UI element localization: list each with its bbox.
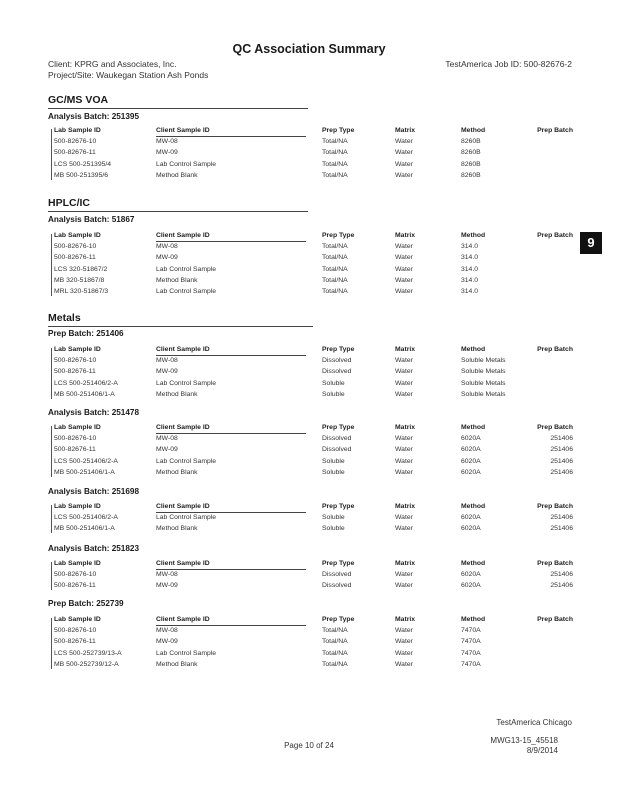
cell-matrix: Water <box>395 627 413 635</box>
column-header-client: Client Sample ID <box>156 346 210 353</box>
column-header-prep-batch: Prep Batch <box>537 616 573 623</box>
cell-client: Method Blank <box>156 276 198 284</box>
cell-lab: 500-82676-10 <box>54 571 97 579</box>
cell-prep: Total/NA <box>322 243 348 251</box>
column-header-client: Client Sample ID <box>156 232 210 239</box>
cell-method: Soluble Metals <box>461 379 506 387</box>
table-left-rule <box>51 562 52 590</box>
cell-method: Soluble Metals <box>461 390 506 398</box>
cell-client: MW-08 <box>156 243 178 251</box>
cell-client: MW-09 <box>156 638 178 646</box>
footer-document-id: MWG13-15_45518 <box>490 736 558 745</box>
cell-matrix: Water <box>395 390 413 398</box>
section-heading: HPLC/IC <box>48 197 90 209</box>
page-title: QC Association Summary <box>232 42 386 56</box>
table-header-row <box>0 232 618 242</box>
cell-client: MW-09 <box>156 254 178 262</box>
cell-method: Soluble Metals <box>461 357 506 365</box>
cell-client: MW-08 <box>156 571 178 579</box>
cell-matrix: Water <box>395 649 413 657</box>
cell-lab: MB 500-252739/12-A <box>54 660 119 668</box>
cell-method: 6020A <box>461 435 481 443</box>
table-row <box>0 266 618 276</box>
cell-prep-batch: 251406 <box>550 468 573 476</box>
cell-lab: LCS 500-251395/4 <box>54 160 112 168</box>
table-row <box>0 469 618 479</box>
table-header-row <box>0 503 618 513</box>
cell-prep: Total/NA <box>322 171 348 179</box>
cell-client: Lab Control Sample <box>156 288 217 295</box>
cell-prep: Total/NA <box>322 254 348 262</box>
cell-lab: LCS 500-252739/13-A <box>54 649 122 657</box>
batch-title: Prep Batch: 251406 <box>48 329 124 338</box>
cell-lab: LCS 500-251406/2-A <box>54 379 118 387</box>
cell-client: Lab Control Sample <box>156 160 217 168</box>
cell-method: 314.0 <box>461 288 479 295</box>
cell-lab: MB 500-251406/1-A <box>54 468 115 476</box>
cell-method: 6020A <box>461 514 481 522</box>
column-header-method: Method <box>461 503 486 510</box>
cell-client: MW-09 <box>156 368 178 376</box>
cell-client: MW-09 <box>156 149 178 157</box>
cell-method: 6020A <box>461 582 481 590</box>
cell-client: Lab Control Sample <box>156 649 217 657</box>
column-header-method: Method <box>461 560 486 567</box>
cell-client: MW-08 <box>156 627 178 635</box>
column-header-prep-batch: Prep Batch <box>537 424 573 431</box>
cell-lab: MRL 320-51867/3 <box>54 288 109 295</box>
column-header-lab: Lab Sample ID <box>54 232 101 239</box>
header-underline <box>156 136 306 137</box>
cell-client: Lab Control Sample <box>156 379 217 387</box>
cell-matrix: Water <box>395 435 413 443</box>
cell-matrix: Water <box>395 514 413 522</box>
cell-method: 314.0 <box>461 265 479 273</box>
table-row <box>0 391 618 401</box>
table-row <box>0 661 618 671</box>
table-left-rule <box>51 505 52 533</box>
section-tab-marker: 9 <box>580 232 602 254</box>
column-header-lab: Lab Sample ID <box>54 503 101 510</box>
cell-client: MW-09 <box>156 582 178 590</box>
cell-matrix: Water <box>395 288 413 295</box>
cell-prep: Soluble <box>322 468 345 476</box>
table-row <box>0 380 618 390</box>
cell-matrix: Water <box>395 160 413 168</box>
cell-prep: Total/NA <box>322 160 348 168</box>
cell-prep: Total/NA <box>322 627 348 635</box>
cell-method: 6020A <box>461 446 481 454</box>
cell-method: 7470A <box>461 627 481 635</box>
column-header-method: Method <box>461 424 486 431</box>
column-header-prep: Prep Type <box>322 232 355 239</box>
footer-company: TestAmerica Chicago <box>496 718 572 727</box>
cell-matrix: Water <box>395 276 413 284</box>
column-header-method: Method <box>461 346 486 353</box>
cell-prep: Dissolved <box>322 446 352 454</box>
cell-matrix: Water <box>395 254 413 262</box>
cell-lab: LCS 500-251406/2-A <box>54 514 118 522</box>
cell-method: 6020A <box>461 468 481 476</box>
cell-lab: 500-82676-11 <box>54 446 96 454</box>
column-header-matrix: Matrix <box>395 616 416 623</box>
cell-method: 314.0 <box>461 276 479 284</box>
table-row <box>0 161 618 171</box>
column-header-lab: Lab Sample ID <box>54 127 101 134</box>
cell-matrix: Water <box>395 357 413 365</box>
table-left-rule <box>51 348 52 399</box>
cell-matrix: Water <box>395 149 413 157</box>
column-header-prep-batch: Prep Batch <box>537 503 573 510</box>
cell-method: 6020A <box>461 571 481 579</box>
header-underline <box>156 625 306 626</box>
cell-prep-batch: 251406 <box>550 525 573 533</box>
cell-client: Method Blank <box>156 660 198 668</box>
column-header-client: Client Sample ID <box>156 127 210 134</box>
table-row <box>0 357 618 367</box>
cell-lab: 500-82676-10 <box>54 435 97 443</box>
cell-client: Lab Control Sample <box>156 265 217 273</box>
column-header-method: Method <box>461 616 486 623</box>
column-header-prep-batch: Prep Batch <box>537 560 573 567</box>
cell-lab: 500-82676-10 <box>54 627 97 635</box>
cell-method: 8260B <box>461 171 481 179</box>
cell-method: 7470A <box>461 649 481 657</box>
column-header-matrix: Matrix <box>395 560 416 567</box>
column-header-method: Method <box>461 127 486 134</box>
column-header-matrix: Matrix <box>395 127 416 134</box>
cell-client: MW-08 <box>156 138 178 146</box>
cell-lab: 500-82676-11 <box>54 582 96 590</box>
column-header-client: Client Sample ID <box>156 560 210 567</box>
cell-prep: Dissolved <box>322 571 352 579</box>
table-row <box>0 627 618 637</box>
table-row <box>0 514 618 524</box>
table-header-row <box>0 127 618 137</box>
cell-prep-batch: 251406 <box>550 446 573 454</box>
column-header-prep: Prep Type <box>322 424 355 431</box>
table-row <box>0 138 618 148</box>
section-heading: GC/MS VOA <box>48 94 109 106</box>
cell-prep: Dissolved <box>322 582 352 590</box>
section-underline <box>48 326 313 327</box>
cell-prep: Total/NA <box>322 638 348 646</box>
cell-lab: 500-82676-11 <box>54 149 96 157</box>
table-row <box>0 446 618 456</box>
cell-prep: Dissolved <box>322 435 352 443</box>
cell-lab: 500-82676-10 <box>54 243 97 251</box>
cell-method: 6020A <box>461 457 481 465</box>
cell-matrix: Water <box>395 457 413 465</box>
cell-lab: 500-82676-10 <box>54 138 97 146</box>
batch-title: Analysis Batch: 251395 <box>48 112 140 121</box>
cell-method: 314.0 <box>461 254 479 262</box>
column-header-client: Client Sample ID <box>156 503 210 510</box>
column-header-prep: Prep Type <box>322 503 355 510</box>
header-underline <box>156 569 306 570</box>
cell-matrix: Water <box>395 582 413 590</box>
header-underline <box>156 512 306 513</box>
header-underline <box>156 355 306 356</box>
table-header-row <box>0 616 618 626</box>
cell-method: 314.0 <box>461 243 479 251</box>
batch-title: Prep Batch: 252739 <box>48 599 124 608</box>
cell-prep-batch: 251406 <box>550 571 573 579</box>
cell-matrix: Water <box>395 171 413 179</box>
header-underline <box>156 433 306 434</box>
cell-prep: Dissolved <box>322 368 352 376</box>
column-header-matrix: Matrix <box>395 346 416 353</box>
section-underline <box>48 211 308 212</box>
table-row <box>0 582 618 592</box>
cell-prep: Soluble <box>322 457 345 465</box>
column-header-lab: Lab Sample ID <box>54 424 101 431</box>
cell-prep-batch: 251406 <box>550 435 573 443</box>
column-header-prep: Prep Type <box>322 127 355 134</box>
table-header-row <box>0 560 618 570</box>
cell-prep: Total/NA <box>322 660 348 668</box>
cell-lab: MB 320-51867/8 <box>54 276 105 284</box>
column-header-prep-batch: Prep Batch <box>537 346 573 353</box>
cell-client: Method Blank <box>156 390 198 398</box>
batch-title: Analysis Batch: 251698 <box>48 487 140 496</box>
column-header-method: Method <box>461 232 486 239</box>
table-row <box>0 571 618 581</box>
cell-client: MW-08 <box>156 357 178 365</box>
section-heading: Metals <box>48 312 81 324</box>
cell-matrix: Water <box>395 138 413 146</box>
cell-prep: Total/NA <box>322 649 348 657</box>
table-row <box>0 172 618 182</box>
cell-prep: Dissolved <box>322 357 352 365</box>
section-underline <box>48 108 308 109</box>
footer-date: 8/9/2014 <box>526 746 558 755</box>
batch-title: Analysis Batch: 51867 <box>48 215 135 224</box>
cell-matrix: Water <box>395 243 413 251</box>
column-header-matrix: Matrix <box>395 424 416 431</box>
project-site: Project/Site: Waukegan Station Ash Ponds <box>48 70 209 80</box>
table-row <box>0 638 618 648</box>
cell-prep-batch: 251406 <box>550 582 573 590</box>
cell-lab: 500-82676-11 <box>54 254 96 262</box>
column-header-prep-batch: Prep Batch <box>537 232 573 239</box>
table-row <box>0 435 618 445</box>
table-header-row <box>0 424 618 434</box>
column-header-lab: Lab Sample ID <box>54 346 101 353</box>
cell-client: MW-09 <box>156 446 178 454</box>
table-row <box>0 149 618 159</box>
column-header-matrix: Matrix <box>395 503 416 510</box>
table-row <box>0 368 618 378</box>
cell-method: 8260B <box>461 149 481 157</box>
cell-prep: Soluble <box>322 514 345 522</box>
cell-matrix: Water <box>395 571 413 579</box>
cell-client: Method Blank <box>156 171 198 179</box>
batch-title: Analysis Batch: 251823 <box>48 544 140 553</box>
cell-client: MW-08 <box>156 435 178 443</box>
table-row <box>0 525 618 535</box>
cell-prep: Total/NA <box>322 149 348 157</box>
footer-page-number: Page 10 of 24 <box>284 741 334 750</box>
cell-prep: Total/NA <box>322 288 348 295</box>
column-header-matrix: Matrix <box>395 232 416 239</box>
cell-prep: Total/NA <box>322 265 348 273</box>
table-row <box>0 254 618 264</box>
column-header-client: Client Sample ID <box>156 424 210 431</box>
cell-prep: Soluble <box>322 525 345 533</box>
cell-client: Method Blank <box>156 525 198 533</box>
cell-method: 8260B <box>461 160 481 168</box>
table-row <box>0 277 618 287</box>
cell-matrix: Water <box>395 468 413 476</box>
cell-client: Lab Control Sample <box>156 514 217 522</box>
cell-client: Lab Control Sample <box>156 457 217 465</box>
cell-matrix: Water <box>395 379 413 387</box>
cell-client: Method Blank <box>156 468 198 476</box>
cell-matrix: Water <box>395 525 413 533</box>
cell-method: 7470A <box>461 660 481 668</box>
cell-lab: 500-82676-11 <box>54 638 96 646</box>
cell-method: 8260B <box>461 138 481 146</box>
cell-lab: MB 500-251406/1-A <box>54 525 115 533</box>
cell-matrix: Water <box>395 446 413 454</box>
cell-method: 7470A <box>461 638 481 646</box>
cell-matrix: Water <box>395 660 413 668</box>
column-header-prep-batch: Prep Batch <box>537 127 573 134</box>
column-header-prep: Prep Type <box>322 616 355 623</box>
client-name: Client: KPRG and Associates, Inc. <box>48 59 177 69</box>
cell-lab: MB 500-251406/1-A <box>54 390 115 398</box>
table-row <box>0 288 618 298</box>
table-header-row <box>0 346 618 356</box>
cell-method: Soluble Metals <box>461 368 506 376</box>
cell-lab: LCS 320-51867/2 <box>54 265 108 273</box>
cell-matrix: Water <box>395 265 413 273</box>
cell-prep: Soluble <box>322 390 345 398</box>
cell-matrix: Water <box>395 638 413 646</box>
cell-matrix: Water <box>395 368 413 376</box>
column-header-lab: Lab Sample ID <box>54 560 101 567</box>
batch-title: Analysis Batch: 251478 <box>48 408 140 417</box>
cell-prep: Total/NA <box>322 276 348 284</box>
job-id: TestAmerica Job ID: 500-82676-2 <box>445 59 572 69</box>
column-header-prep: Prep Type <box>322 346 355 353</box>
table-left-rule <box>51 129 52 180</box>
table-left-rule <box>51 426 52 477</box>
cell-method: 6020A <box>461 525 481 533</box>
column-header-client: Client Sample ID <box>156 616 210 623</box>
cell-lab: MB 500-251395/6 <box>54 171 109 179</box>
cell-prep-batch: 251406 <box>550 514 573 522</box>
column-header-prep: Prep Type <box>322 560 355 567</box>
column-header-lab: Lab Sample ID <box>54 616 101 623</box>
cell-prep: Soluble <box>322 379 345 387</box>
table-row <box>0 458 618 468</box>
table-row <box>0 650 618 660</box>
table-row <box>0 243 618 253</box>
cell-lab: 500-82676-11 <box>54 368 96 376</box>
table-left-rule <box>51 618 52 669</box>
header-underline <box>156 241 306 242</box>
cell-prep-batch: 251406 <box>550 457 573 465</box>
cell-prep: Total/NA <box>322 138 348 146</box>
table-left-rule <box>51 234 52 296</box>
cell-lab: LCS 500-251406/2-A <box>54 457 118 465</box>
cell-lab: 500-82676-10 <box>54 357 97 365</box>
